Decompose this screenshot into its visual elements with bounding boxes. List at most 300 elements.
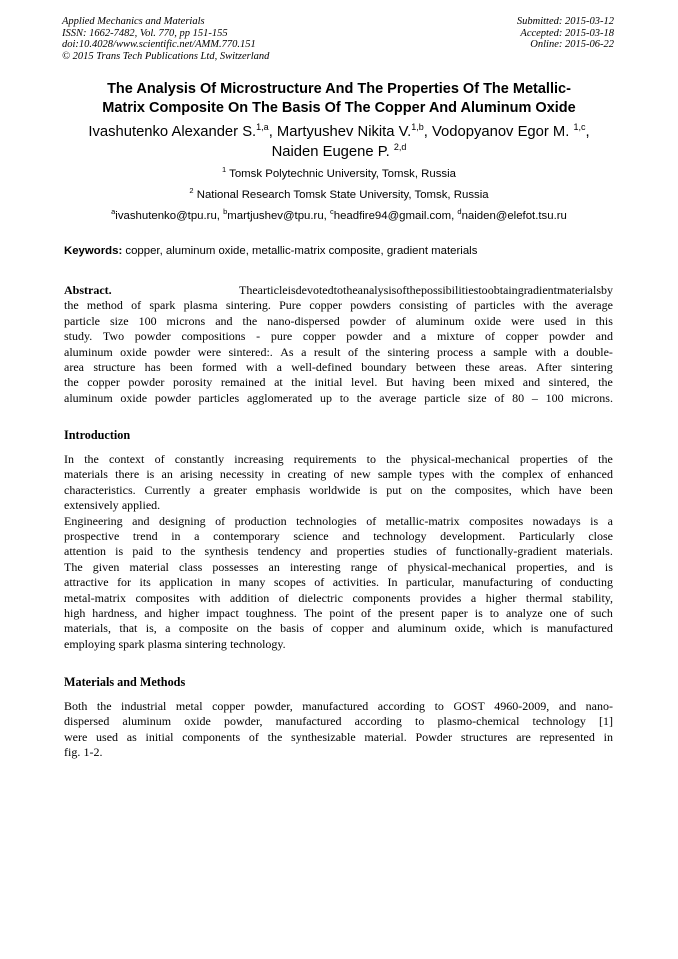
text-line xyxy=(64,699,613,714)
word: composites xyxy=(469,513,524,528)
word: of xyxy=(577,452,588,466)
word: agglomerated xyxy=(246,390,313,405)
word: article xyxy=(257,283,288,297)
word: basis xyxy=(280,621,305,636)
word: Both xyxy=(64,699,88,713)
word: is xyxy=(474,605,483,620)
word: structure xyxy=(93,359,136,374)
word: powder xyxy=(154,344,191,359)
word: nano-dispersed xyxy=(267,313,340,328)
word: with xyxy=(523,298,545,313)
authors-line-2 xyxy=(40,142,638,162)
word: a xyxy=(194,528,200,543)
word: and xyxy=(144,605,162,620)
submitted-date: Submitted: 2015-03-12 xyxy=(516,16,614,27)
word: application xyxy=(159,575,213,590)
word: physical-mechanical xyxy=(411,452,510,466)
word: one xyxy=(549,605,567,620)
word: provides xyxy=(420,590,462,605)
word: physical-mechanical xyxy=(407,559,507,574)
word: The xyxy=(64,559,83,574)
word: in xyxy=(221,575,231,590)
word: according xyxy=(354,714,402,729)
word: composite xyxy=(178,621,229,636)
word: a xyxy=(165,621,171,636)
word: dielectric xyxy=(298,590,343,605)
online-date: Online: 2015-06-22 xyxy=(530,39,614,51)
word: plasma xyxy=(147,636,182,651)
word: represented xyxy=(539,729,595,744)
section-heading-materials-methods: Materials and Methods xyxy=(64,675,186,689)
dates-info xyxy=(517,16,614,51)
text-line xyxy=(64,714,613,729)
word: in xyxy=(576,313,586,328)
word: average xyxy=(379,390,417,405)
word: industrial xyxy=(121,699,167,713)
word: production xyxy=(234,513,287,528)
word: the xyxy=(180,544,196,559)
word: a xyxy=(480,344,486,359)
word: enhanced xyxy=(567,467,613,482)
word: to xyxy=(366,452,376,466)
word: addition xyxy=(229,590,270,605)
word: such xyxy=(590,605,613,620)
text-line xyxy=(64,360,613,375)
word: to xyxy=(415,714,425,729)
word: in xyxy=(171,528,181,543)
word: copper xyxy=(330,621,364,636)
word: impact xyxy=(206,605,239,620)
word: of xyxy=(387,559,398,574)
word: the xyxy=(64,375,79,390)
word: manufacturing xyxy=(462,575,533,590)
word: material xyxy=(129,559,169,574)
word: of xyxy=(131,298,142,313)
word: for xyxy=(117,575,132,590)
author-name: Martyushev Nikita V. xyxy=(276,124,412,140)
word: of xyxy=(573,605,584,620)
word: and xyxy=(392,329,411,344)
word: a xyxy=(199,482,205,497)
word: technology. xyxy=(230,636,286,651)
email-mark: a xyxy=(111,207,116,217)
word: sintering xyxy=(570,359,613,374)
word: to xyxy=(478,283,488,297)
word: copper xyxy=(302,329,336,344)
word: is xyxy=(590,513,599,528)
word: analysis xyxy=(357,283,397,297)
word: point xyxy=(329,605,354,620)
author-name: Ivashutenko Alexander S. xyxy=(88,124,257,140)
word: toughness. xyxy=(245,605,297,620)
word: properties xyxy=(519,452,568,466)
word: of xyxy=(154,452,165,466)
word: which xyxy=(520,482,550,497)
word: been xyxy=(169,359,193,374)
word: conducting xyxy=(559,575,613,590)
word: development. xyxy=(440,528,506,543)
word: with xyxy=(534,344,557,359)
word: with xyxy=(245,359,268,374)
word: powder xyxy=(346,329,383,344)
word: sample xyxy=(493,344,528,359)
word: components xyxy=(352,590,411,605)
word: dispersed xyxy=(64,714,110,729)
authors-line-1: Ivashutenko Alexander S.$^{1,a}$, Martyushev Nikita V.$^{1,b}$, Vodopyanov Egor M. $^{1,c}$, xyxy=(88,122,590,140)
word: of xyxy=(484,329,495,344)
word: the xyxy=(406,283,421,297)
text-line xyxy=(64,314,613,329)
affiliation-text: National Research Tomsk State University, Tomsk, Russia xyxy=(196,189,489,201)
author-name: Naiden Eugene P. xyxy=(271,144,390,160)
word: properties, xyxy=(516,559,568,574)
text-line xyxy=(64,467,613,482)
word: double- xyxy=(576,344,613,359)
word: technology xyxy=(373,528,427,543)
word: Engineering xyxy=(64,513,123,528)
word: 1-2. xyxy=(83,745,103,760)
word: is xyxy=(287,283,296,297)
word: a xyxy=(563,344,569,359)
word: As xyxy=(280,344,294,359)
word: result xyxy=(313,344,341,359)
word: were xyxy=(197,344,222,359)
word: in xyxy=(603,729,613,744)
word: materials xyxy=(557,283,601,297)
word: 4960-2009, xyxy=(494,699,550,713)
word: remained xyxy=(220,375,266,390)
word: and xyxy=(132,513,150,528)
word: characteristics. xyxy=(64,482,136,497)
word: aluminum xyxy=(64,390,113,405)
word: constantly xyxy=(174,452,225,466)
journal-name: Applied Mechanics and Materials xyxy=(62,16,205,27)
word: materials xyxy=(64,467,108,482)
word: level. xyxy=(351,375,378,390)
word: and xyxy=(310,544,328,559)
word: thermal xyxy=(525,590,563,605)
word: powder, xyxy=(223,714,263,729)
text-line xyxy=(64,730,613,745)
word: aluminum xyxy=(64,344,113,359)
word: metallic-matrix xyxy=(385,513,460,528)
word: the xyxy=(291,375,306,390)
word: been xyxy=(590,482,613,497)
word: its xyxy=(139,575,151,590)
word: - xyxy=(256,329,261,344)
text-line xyxy=(64,529,613,544)
word: possesses xyxy=(212,559,259,574)
word: has xyxy=(144,359,161,374)
word: is, xyxy=(145,621,157,636)
text-line xyxy=(64,591,613,606)
word: possibilities xyxy=(421,283,479,297)
word: of xyxy=(215,513,226,528)
word: activities. xyxy=(332,575,380,590)
word: and xyxy=(577,559,595,574)
word: given xyxy=(92,559,120,574)
accepted-date: Accepted: 2015-03-18 xyxy=(520,27,614,39)
word: well-defined xyxy=(291,359,352,374)
word: fig. xyxy=(64,745,81,760)
introduction-paragraph xyxy=(64,452,613,652)
word: higher xyxy=(485,590,517,605)
word: the xyxy=(84,452,99,466)
word: increasing xyxy=(234,452,284,466)
word: having xyxy=(411,375,445,390)
word: designing xyxy=(158,513,206,528)
word: range xyxy=(350,559,378,574)
word: the xyxy=(598,452,613,466)
author-affiliation-mark: 1,b xyxy=(411,122,424,133)
word: synthesis xyxy=(204,544,249,559)
word: is xyxy=(146,467,155,482)
word: and xyxy=(371,621,390,636)
text-line xyxy=(64,345,613,360)
word: at xyxy=(274,375,283,390)
word: size xyxy=(467,390,487,405)
word: analyze xyxy=(506,605,543,620)
word: initial xyxy=(314,375,343,390)
word: particle xyxy=(424,390,461,405)
section-heading-introduction: Introduction xyxy=(64,428,131,442)
word: requirements xyxy=(293,452,357,466)
word: studies xyxy=(393,544,428,559)
word: many xyxy=(238,575,266,590)
keywords xyxy=(64,245,477,257)
word: technologies xyxy=(296,513,357,528)
word: extensively xyxy=(64,498,119,513)
word: a xyxy=(607,513,613,528)
word: up xyxy=(319,390,332,405)
word: plasma xyxy=(183,298,218,313)
word: sintering xyxy=(184,636,227,651)
word: paper xyxy=(441,605,468,620)
word: this xyxy=(595,313,613,328)
email-mark: c xyxy=(330,207,334,217)
word: metal xyxy=(175,699,203,713)
word: sintering xyxy=(387,344,430,359)
word: copper xyxy=(87,375,120,390)
word: attention xyxy=(64,544,106,559)
word: microns. xyxy=(571,390,613,405)
email-mark: d xyxy=(457,207,462,217)
word: close xyxy=(588,528,613,543)
word: stability, xyxy=(572,590,613,605)
word: sintered:. xyxy=(228,344,273,359)
word: powder xyxy=(128,375,165,390)
word: the xyxy=(598,375,613,390)
word: as xyxy=(126,729,137,744)
word: Pure xyxy=(279,298,302,313)
affiliation-1 xyxy=(40,165,638,180)
word: of xyxy=(396,283,407,297)
word: and xyxy=(215,313,233,328)
word: the xyxy=(377,605,393,620)
word: aluminum xyxy=(415,313,465,328)
word: according xyxy=(377,699,426,713)
text-line xyxy=(64,560,613,575)
word: plasmo-chemical xyxy=(437,714,520,729)
word: 100 xyxy=(545,390,564,405)
word: powder xyxy=(548,329,585,344)
author-affiliation-mark: 1,c xyxy=(573,122,586,133)
word: of xyxy=(395,313,406,328)
keywords-label: Keywords: xyxy=(64,245,123,257)
word: compositions xyxy=(181,329,246,344)
word: the xyxy=(257,621,272,636)
word: areas. xyxy=(499,359,527,374)
word: Currently xyxy=(144,482,191,497)
word: microns xyxy=(166,313,206,328)
word: of xyxy=(366,513,377,528)
text-line xyxy=(64,329,613,344)
word: a xyxy=(470,590,477,605)
word: an xyxy=(161,467,173,482)
text-line xyxy=(64,514,613,529)
word: prospective xyxy=(64,528,120,543)
word: [1] xyxy=(598,714,613,729)
word: oxide xyxy=(120,344,147,359)
text-line xyxy=(64,298,613,313)
word: on xyxy=(410,482,423,497)
word: of xyxy=(436,544,447,559)
word: a xyxy=(276,359,282,374)
word: of xyxy=(360,605,371,620)
word: science xyxy=(293,528,329,543)
word: the xyxy=(96,699,112,713)
word: with xyxy=(451,467,473,482)
word: devoted xyxy=(295,283,334,297)
word: were xyxy=(64,729,88,744)
word: employing xyxy=(64,636,116,651)
word: properties xyxy=(336,544,385,559)
word: pure xyxy=(270,329,293,344)
word: scopes xyxy=(273,575,306,590)
word: the xyxy=(356,390,372,405)
author-emails xyxy=(40,207,638,222)
word: composites, xyxy=(454,482,512,497)
word: average xyxy=(575,298,613,313)
word: interesting xyxy=(289,559,341,574)
word: are xyxy=(516,729,531,744)
email-mark: b xyxy=(223,207,228,217)
word: contemporary xyxy=(213,528,280,543)
word: gradient xyxy=(517,283,558,297)
word: particles xyxy=(198,390,240,405)
text-line xyxy=(64,575,613,590)
word: higher xyxy=(168,605,200,620)
word: creating xyxy=(287,467,327,482)
word: spark xyxy=(149,298,176,313)
word: trend xyxy=(132,528,158,543)
word: tendency xyxy=(257,544,301,559)
word: spark xyxy=(118,636,145,651)
author-affiliation-mark: 2,d xyxy=(393,142,407,153)
word: used xyxy=(96,729,119,744)
word: sintering. xyxy=(225,298,271,313)
word: copper xyxy=(505,329,539,344)
word: functionally-gradient xyxy=(455,544,557,559)
word: class xyxy=(178,559,203,574)
word: of xyxy=(248,729,259,744)
word: of xyxy=(494,390,505,405)
word: have xyxy=(558,482,582,497)
word: to xyxy=(333,283,343,297)
word: But xyxy=(385,375,404,390)
word: is xyxy=(530,621,539,636)
word: obtain xyxy=(487,283,518,297)
journal-info xyxy=(62,16,269,62)
word: aluminum xyxy=(397,621,447,636)
word: the xyxy=(342,283,358,297)
word: to xyxy=(162,544,172,559)
word: manufactured xyxy=(275,714,342,729)
word: material. xyxy=(364,729,407,744)
doi-line: doi:10.4028/www.scientific.net/AMM.770.151 xyxy=(62,39,256,51)
word: particles xyxy=(474,298,515,313)
word: materials. xyxy=(565,544,613,559)
text-line xyxy=(64,621,613,636)
word: composites xyxy=(135,590,190,605)
word: and xyxy=(595,329,613,344)
word: porosity xyxy=(172,375,213,390)
word: types xyxy=(419,467,445,482)
word: the xyxy=(386,452,401,466)
word: consisting xyxy=(399,298,448,313)
text-line xyxy=(64,483,613,498)
word: greater xyxy=(213,482,247,497)
word: necessity xyxy=(219,467,264,482)
word: oxide xyxy=(184,714,211,729)
word: to xyxy=(339,390,350,405)
affiliation-2 xyxy=(40,186,638,201)
word: and xyxy=(522,375,541,390)
word: size xyxy=(109,313,129,328)
word: 80 xyxy=(512,390,525,405)
word: of xyxy=(541,575,552,590)
affiliation-mark: 2 xyxy=(189,186,194,196)
word: in xyxy=(271,467,281,482)
word: to xyxy=(489,605,500,620)
word: with xyxy=(199,590,221,605)
word: sample xyxy=(377,467,412,482)
word: been xyxy=(453,375,476,390)
word: initial xyxy=(145,729,174,744)
word: manufactured xyxy=(546,621,613,636)
word: powder xyxy=(134,329,171,344)
word: high xyxy=(64,605,86,620)
word: on xyxy=(236,621,249,636)
word: synthesizable xyxy=(291,729,356,744)
line-text xyxy=(239,283,613,298)
methods-paragraph xyxy=(64,699,613,761)
word: powders xyxy=(350,298,391,313)
word: The xyxy=(303,605,323,620)
word: complex xyxy=(501,467,544,482)
word: and xyxy=(558,699,577,713)
word: the xyxy=(480,467,495,482)
text-line xyxy=(64,544,613,559)
word: put xyxy=(386,482,402,497)
word: which xyxy=(492,621,523,636)
text-line xyxy=(64,745,613,760)
title-line: The Analysis Of Microstructure And The Properties Of The Metallic- xyxy=(107,81,571,97)
word: the xyxy=(64,298,79,313)
author-name: Vodopyanov Egor M. xyxy=(432,124,570,140)
word: of xyxy=(312,621,323,636)
word: of xyxy=(333,467,344,482)
